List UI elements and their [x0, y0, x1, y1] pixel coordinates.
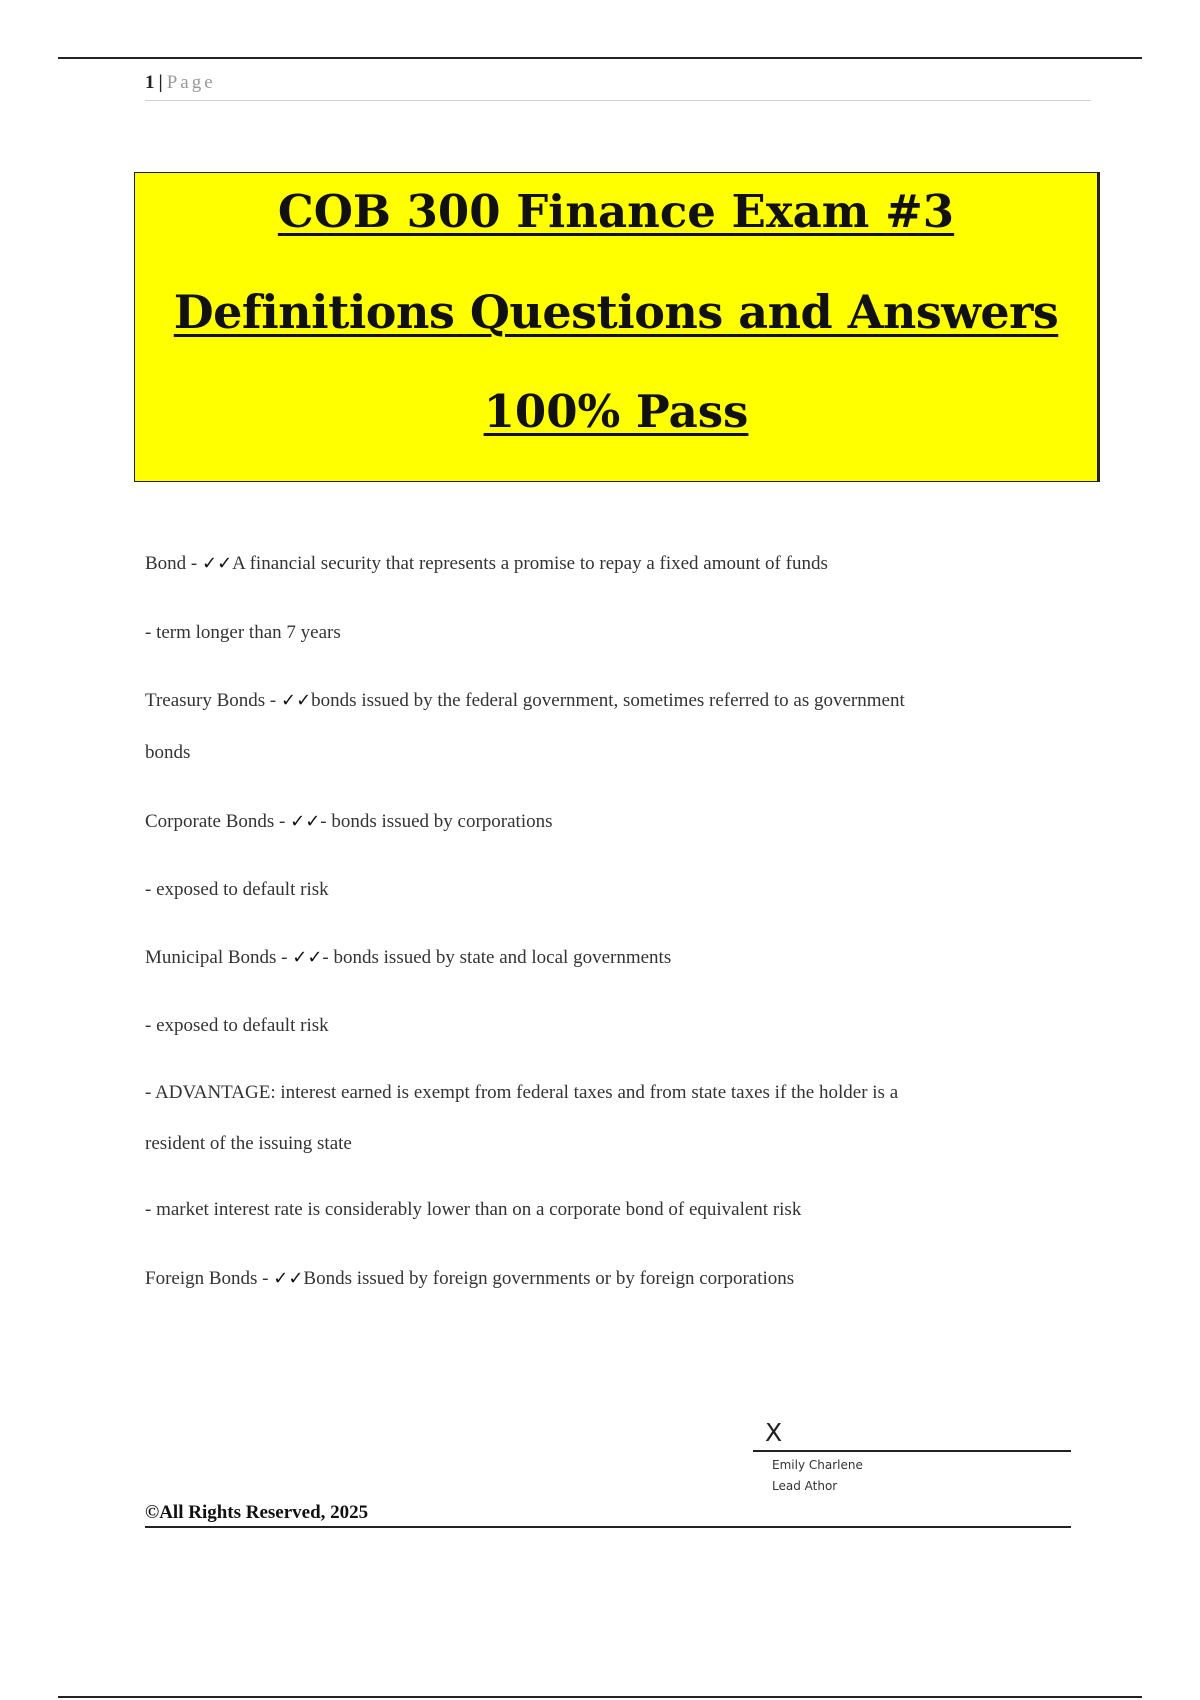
- entry-foreign-bonds: Foreign Bonds - ✓✓Bonds issued by foreign governments or by foreign corporations: [145, 1268, 795, 1289]
- checkmark-icon: ✓✓: [202, 553, 233, 574]
- entry-municipal-risk: - exposed to default risk: [145, 1015, 329, 1036]
- checkmark-icon: ✓✓: [273, 1268, 304, 1289]
- checkmark-icon: ✓✓: [292, 947, 323, 968]
- entry-municipal-bonds: Municipal Bonds - ✓✓- bonds issued by state and local governments: [145, 947, 672, 968]
- entry-corporate-bonds: Corporate Bonds - ✓✓- bonds issued by corporations: [145, 811, 553, 832]
- entry-corporate-risk: - exposed to default risk: [145, 879, 329, 900]
- checkmark-icon: ✓✓: [290, 811, 321, 832]
- entry-treasury-bonds: Treasury Bonds - ✓✓bonds issued by the federal government, sometimes referred to as government: [145, 690, 905, 711]
- signature-line: [753, 1450, 1071, 1452]
- signature-name: Emily Charlene: [772, 1458, 863, 1472]
- page-word: Page: [166, 72, 216, 93]
- entry-bond-term: - term longer than 7 years: [145, 622, 341, 643]
- entry-municipal-advantage: - ADVANTAGE: interest earned is exempt from federal taxes and from state taxes if the holder is a: [145, 1082, 899, 1103]
- copyright-rule: [145, 1526, 1071, 1528]
- checkmark-icon: ✓✓: [281, 690, 312, 711]
- page-separator: |: [158, 72, 163, 93]
- entry-municipal-rate: - market interest rate is considerably lower than on a corporate bond of equivalent risk: [145, 1199, 802, 1220]
- title-line-2: Definitions Questions and Answers: [173, 285, 1059, 339]
- page-header: [145, 72, 1091, 101]
- page-number: 1: [145, 72, 155, 93]
- entry-bond: Bond - ✓✓A financial security that represents a promise to repay a fixed amount of funds: [145, 553, 828, 574]
- title-line-3: 100% Pass: [483, 385, 749, 438]
- title-line-1: COB 300 Finance Exam #3: [277, 185, 955, 238]
- bottom-rule: [58, 1696, 1142, 1698]
- copyright-text: ©All Rights Reserved, 2025: [145, 1502, 369, 1523]
- title-box: [134, 172, 1100, 482]
- entry-treasury-bonds-cont: bonds: [145, 742, 191, 763]
- top-rule: [58, 57, 1142, 59]
- entry-municipal-advantage-cont: resident of the issuing state: [145, 1133, 352, 1154]
- signature-mark: X: [765, 1418, 783, 1447]
- signature-role: Lead Athor: [772, 1479, 838, 1493]
